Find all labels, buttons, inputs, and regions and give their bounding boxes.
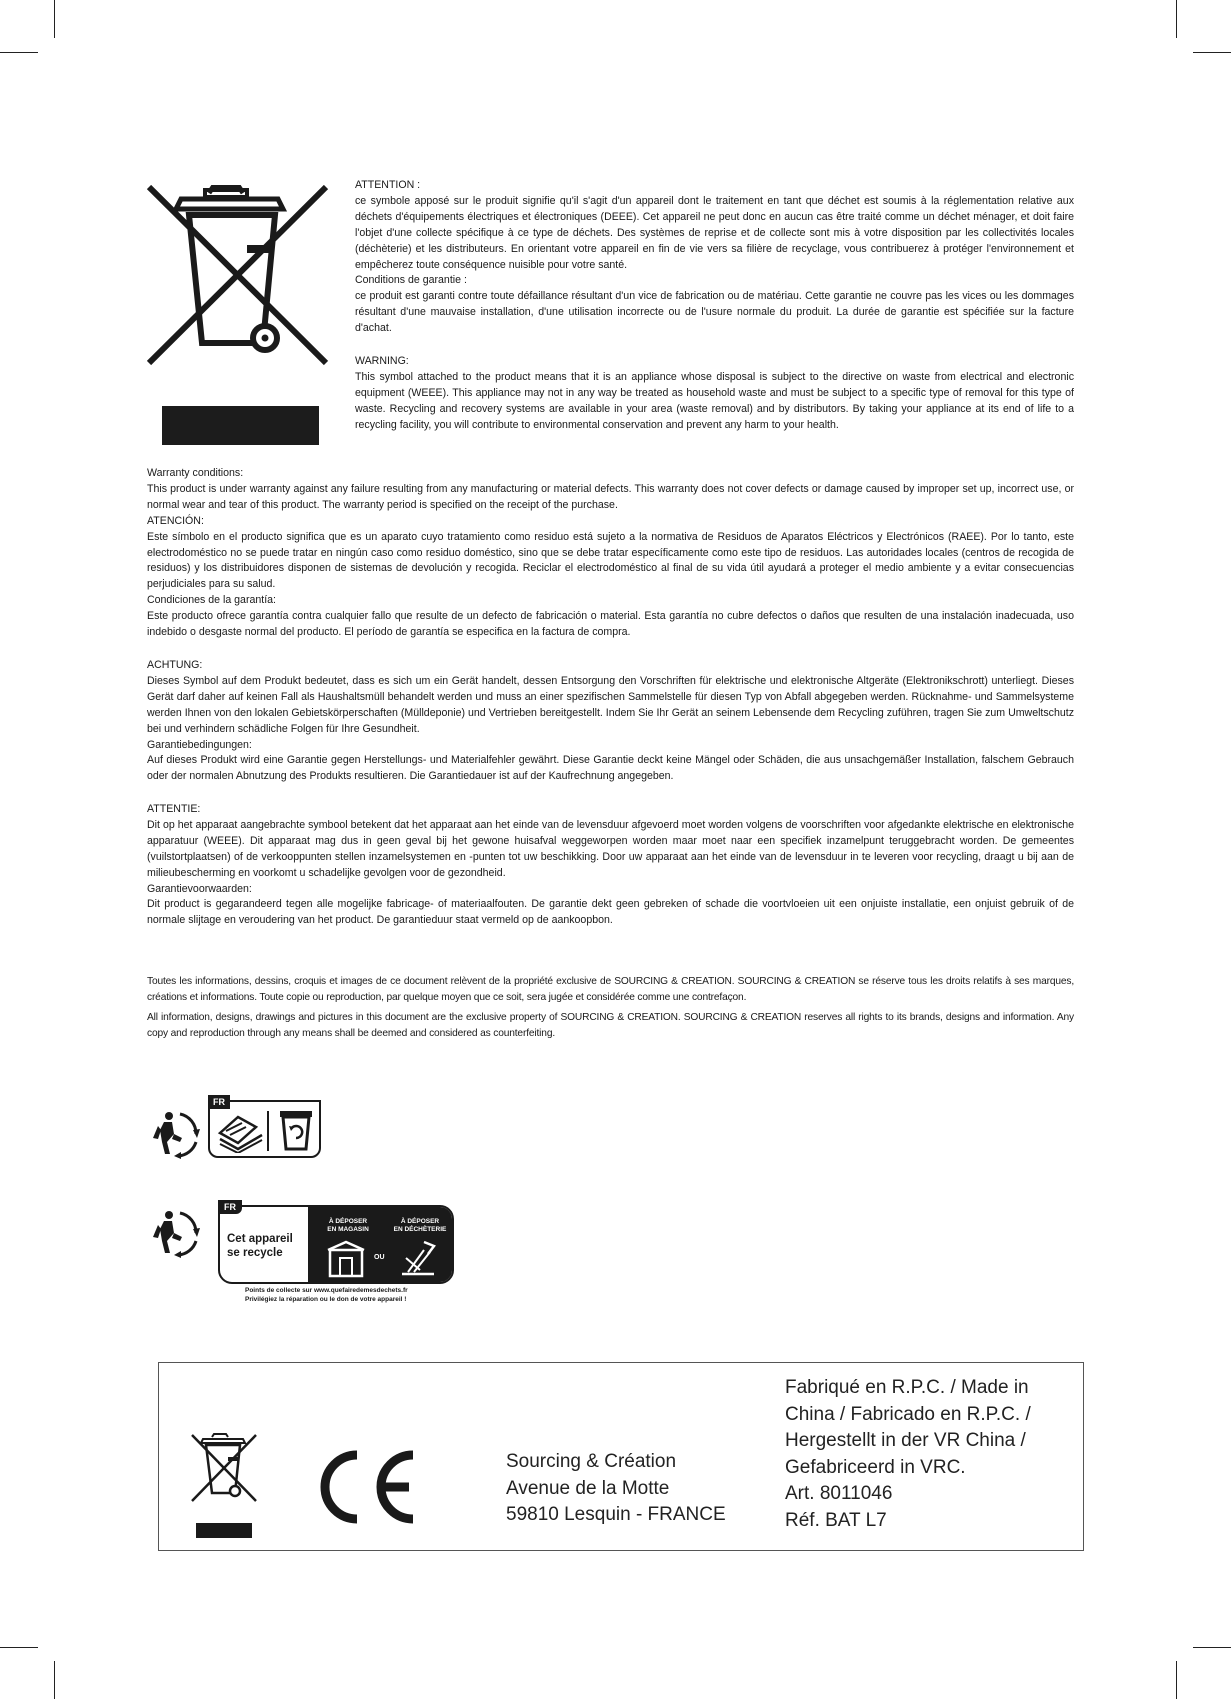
recycling-bin-icon [278, 1107, 314, 1151]
crop-mark [54, 1661, 55, 1699]
drop-in-store-label [314, 1218, 382, 1233]
ce-mark-icon [307, 1449, 419, 1525]
triman-logo-appliance [150, 1200, 460, 1310]
weee-underline-bar [162, 406, 319, 445]
drop-at-dump-label [386, 1218, 454, 1233]
triman-logo-packaging [150, 1095, 325, 1163]
origin-line3: Hergestellt in der VR China / [785, 1430, 1026, 1452]
en-body: This symbol attached to the product means that it is an appliance whose disposal is subject to the directive on waste from electrical and electronic equipment (WEEE). This appliance may not in any way be treated as household waste and must be subject to a specific type of removal for this type of waste. Recycling and recovery systems are available in your area (waste removal) and by distributors. By taking your appliance at its end of life to a recycling facility, you will contribute to environmental conservation and prevent any harm to your health. [355, 370, 1074, 431]
fr-badge: FR [208, 1095, 230, 1109]
de-warranty-title: Garantiebedingungen: [147, 738, 252, 751]
origin-line1: Fabriqué en R.P.C. / Made in [785, 1377, 1029, 1398]
de-warranty-body: Auf dieses Produkt wird eine Garantie gegen Herstellungs- und Materialfehler gewährt. Diese Garantie deckt keine Mängel oder Schäden, die aus unsachgemäßer Installation, falschem Gebrauch oder der normalen Abnutzung des Produkts resultieren. Die Garantiedauer ist auf der Kaufrechnung angegeben. [147, 754, 1074, 783]
article-number: Art. 8011046 [785, 1483, 893, 1505]
crop-mark [1176, 1661, 1177, 1699]
en-warranty-title: Warranty conditions: [147, 467, 244, 479]
drop-at-dump-line2: EN DÉCHÈTERIE [393, 1225, 447, 1233]
es-title: ATENCIÓN: [147, 514, 204, 527]
crop-mark [1193, 52, 1231, 53]
nl-warranty-body: Dit product is gegarandeerd tegen alle mogelijke fabricage- of materiaalfouten. De garantie dekt geen gebreken of schade die voortvloeien uit een onjuiste installatie, een onjuist gebruik of de normale slijtage en veroudering van het product. De garantieduur staat vermeld op de aankoopbon. [147, 898, 1074, 927]
legal-en: All information, designs, drawings and pictures in this document are the exclusive property of SOURCING & CREATION. SOURCING & CREATION reserves all rights to its brands, designs and information. Any copy and reproduction through any means shall be deemed and considered as counterfeiting. [147, 1012, 1074, 1039]
origin-line4: Gefabriceerd in VRC. [785, 1456, 966, 1478]
company-street: Avenue de la Motte [506, 1477, 670, 1499]
origin-info [785, 1375, 1031, 1535]
en-warranty-body: This product is under warranty against any failure resulting from any manufacturing or material defects. This warranty does not cover defects or damage caused by improper set up, incorrect use, or normal wear and tear of this product. The warranty period is specified on the receipt of the purchase. [147, 482, 1074, 511]
fr-warranty-title: Conditions de garantie : [355, 274, 467, 287]
fr-title: ATTENTION : [355, 179, 421, 191]
fr-warranty-body: ce produit est garanti contre toute défaillance résultant d'un vice de fabrication ou de matériau. Cette garantie ne couvre pas les vices ou les dommages résultant d'une mauvaise installation, d'une utilisation incorrecte ou de l'usure normale du produit. La durée de garantie est spécifiée sur la facture d'achat. [355, 290, 1074, 335]
triman-icon [150, 1207, 202, 1259]
es-body: Este símbolo en el producto significa que es un aparato cuyo tratamiento como residuo está sujeto a la normativa de Residuos de Aparatos Eléctricos y Electrónicos (RAEE). Por lo tanto, este electrodoméstico no se puede tratar en ningún caso como residuo doméstico, sino que se debe tratar específicamente como este tipo de residuos. Las autoridades locales (centros de recogida de residuos) y los distribuidores disponen de sistemas de devolución y recogida. Reciclar el electrodoméstico al final de su vida útil ayudará a proteger el medio ambiente y a evitar consecuencias perjudiciales para su salud. [147, 530, 1074, 591]
or-label: OU [374, 1254, 385, 1261]
legal-fr: Toutes les informations, dessins, croquis et images de ce document relèvent de la propriété exclusive de SOURCING & CREATION. SOURCING & CREATION se réserve tous les droits relatifs à ses marques, créations et informations. Toute copie ou reproduction, par quelque moyen que ce soit, sera jugée et considérée comme une contrefaçon. [147, 976, 1074, 1003]
nl-body: Dit op het apparaat aangebrachte symbool betekent dat het apparaat aan het einde van de levensduur afgevoerd moet worden volgens de voorschriften voor afgedankte elektrische en elektronische apparatuur (WEEE). Dit apparaat mag dus in geen geval bij het gewone huisafval weggeworpen worden maar moet naar een specifiek inzamelpunt teruggebracht worden. De gemeentes (vuilstortplaatsen) of de verkooppunten stellen inzamelsystemen en -punten tot uw beschikking. Door uw apparaat aan het einde van de levensduur in te leveren voor recycling, draagt u bij aan de milieubescherming en voorkomt u schadelijke gevolgen voor de gezondheid. [147, 818, 1074, 879]
drop-in-store-line2: EN MAGASIN [327, 1225, 369, 1233]
triman-icon [150, 1108, 202, 1160]
reference-number: Réf. BAT L7 [785, 1509, 887, 1531]
recycle-title [227, 1232, 293, 1260]
divider [267, 1111, 269, 1151]
recycle-title-line1: Cet appareil [227, 1233, 293, 1245]
company-address [506, 1449, 726, 1529]
nl-title: ATTENTIE: [147, 803, 201, 815]
es-warranty-title: Condiciones de la garantía: [147, 594, 276, 607]
collection-footer [245, 1287, 408, 1304]
es-warranty-body: Este producto ofrece garantía contra cualquier fallo que resulte de un defecto de fabricación o material. Esta garantía no cubre defectos o daños que resulten de una instalación inadecuada, uso indebido o desgaste normal del producto. El período de garantía se especifica en la factura de compra. [147, 610, 1074, 639]
crop-mark [0, 52, 38, 53]
warning-block-fr [355, 178, 1074, 337]
crop-mark [1176, 0, 1177, 38]
rating-label-box [158, 1362, 1084, 1551]
recycle-title-line2: se recycle [227, 1247, 283, 1259]
origin-line2: China / Fabricado en R.P.C. / [785, 1403, 1031, 1425]
fr-badge: FR [218, 1200, 242, 1214]
de-title: ACHTUNG: [147, 659, 203, 671]
paper-packaging-icon [216, 1113, 266, 1153]
crop-mark [54, 0, 55, 38]
warning-block-de [147, 658, 1074, 785]
warranty-block-en [147, 466, 1074, 641]
legal-notice [147, 974, 1074, 1041]
warning-block-nl [147, 802, 1074, 929]
fr-body: ce symbole apposé sur le produit signifie qu'il s'agit d'un appareil dont le traitement en tant que déchet est soumis à la réglementation relative aux déchets d'équipements électriques et électroniques (DEEE). Cet appareil ne peut donc en aucun cas être traité comme un déchet ménager, et doit faire l'objet d'une collecte spécifique à ce type de déchets. Des systèmes de reprise et de collecte sont mis à votre disposition par les collectivités locales (déchèterie) et les distributeurs. En orientant votre appareil en fin de vie vers sa filière de recyclage, vous contribuerez à protéger l'environnement et empêcherez toute conséquence nuisible pour votre santé. [355, 194, 1074, 271]
de-body: Dieses Symbol auf dem Produkt bedeutet, dass es sich um ein Gerät handelt, dessen Entsorgung den Vorschriften für elektrische und elektronische Altgeräte (Elektronikschrott) unterliegt. Dieses Gerät darf daher auf keinen Fall als Haushaltsmüll behandelt werden und muss an einer spezifischen Sammelstelle für diesen Typ von Abfall abgegeben werden. Rücknahme- und Sammelsysteme werden Ihnen von den lokalen Gebietskörperschaften (Mülldeponie) und Vertrieben bereitgestellt. Indem Sie Ihr Gerät an seinem Lebensende dem Recycling zuführen, tragen Sie zum Umweltschutz bei und verhindern schädliche Folgen für Ihre Gesundheit. [147, 674, 1074, 735]
drop-in-store-line1: À DÉPOSER [328, 1218, 368, 1225]
crop-mark [1193, 1647, 1231, 1648]
warning-block-en [355, 354, 1074, 434]
drop-at-dump-line1: À DÉPOSER [400, 1218, 440, 1225]
collection-footer-line2: Privilégiez la réparation ou le don de votre appareil ! [245, 1295, 407, 1303]
nl-warranty-title: Garantievoorwaarden: [147, 882, 252, 895]
en-title: WARNING: [355, 355, 409, 367]
company-name: Sourcing & Création [506, 1451, 677, 1472]
dump-arrow-icon [398, 1238, 440, 1278]
company-city: 59810 Lesquin - FRANCE [506, 1504, 726, 1526]
crop-mark [0, 1647, 38, 1648]
crossed-out-wheelie-bin-icon [190, 1433, 260, 1541]
store-icon [325, 1240, 367, 1278]
collection-footer-line1: Points de collecte sur www.quefairedemesdechets.fr [245, 1287, 408, 1294]
